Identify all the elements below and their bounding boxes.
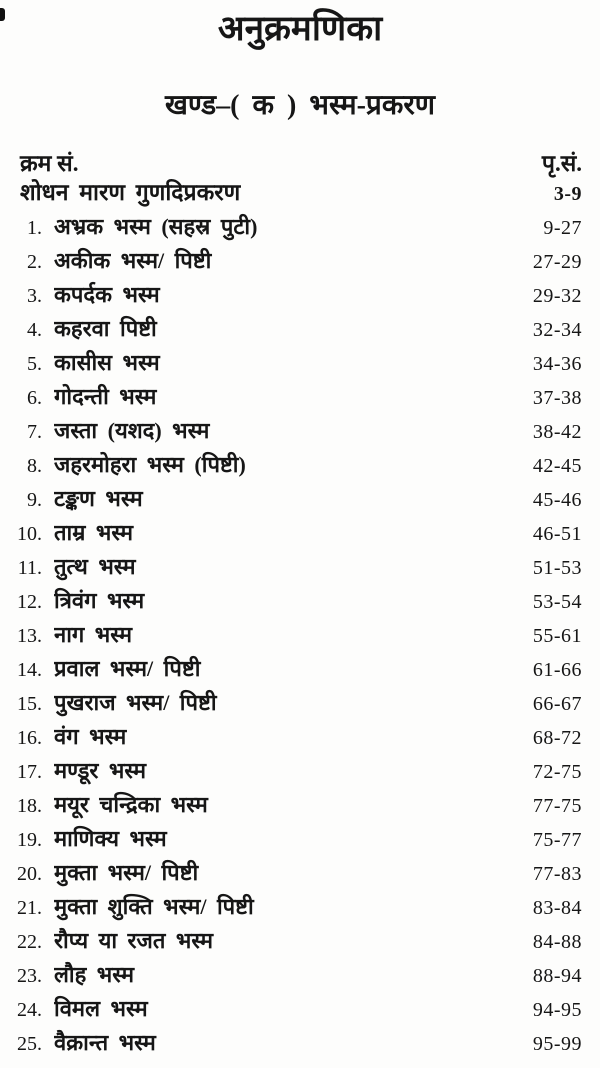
toc-entry-row bbox=[0, 210, 600, 244]
entry-label: जहरमोहरा भस्म (पिष्टी) bbox=[54, 452, 246, 477]
toc-entry-row bbox=[0, 482, 600, 516]
entry-pages: 68-72 bbox=[532, 727, 582, 749]
toc-entry-row bbox=[0, 414, 600, 448]
section-heading: खण्ड–( क ) भस्म-प्रकरण bbox=[164, 90, 436, 121]
entry-label: नाग भस्म bbox=[54, 622, 132, 647]
entry-number: 11. bbox=[17, 557, 42, 579]
entry-number: 8. bbox=[27, 455, 42, 477]
entry-label: कपर्दक भस्म bbox=[54, 282, 160, 307]
entry-label: त्रिवंग भस्म bbox=[54, 588, 145, 613]
entry-number: 22. bbox=[17, 931, 42, 953]
toc-entry-row bbox=[0, 856, 600, 890]
entry-pages: 9-27 bbox=[543, 217, 582, 239]
entry-label: मयूर चन्द्रिका भस्म bbox=[54, 792, 208, 817]
entry-number: 10. bbox=[17, 523, 42, 545]
entry-pages: 77-75 bbox=[532, 795, 582, 817]
table-header-row bbox=[0, 146, 600, 176]
toc-entry-row bbox=[0, 278, 600, 312]
toc-entry-row bbox=[0, 448, 600, 482]
entry-label: वंग भस्म bbox=[54, 724, 127, 749]
toc-entry-row bbox=[0, 924, 600, 958]
toc-entry-row bbox=[0, 822, 600, 856]
entry-pages: 27-29 bbox=[532, 251, 582, 273]
entry-pages: 29-32 bbox=[532, 285, 582, 307]
toc-intro-row bbox=[0, 176, 600, 210]
entry-label: टङ्कण भस्म bbox=[54, 486, 143, 511]
toc-entry-row bbox=[0, 992, 600, 1026]
entry-pages: 32-34 bbox=[532, 319, 582, 341]
entry-pages: 75-77 bbox=[532, 829, 582, 851]
entry-number: 23. bbox=[17, 965, 42, 987]
entry-pages: 72-75 bbox=[532, 761, 582, 783]
intro-row-label: शोधन मारण गुणदिप्रकरण bbox=[20, 180, 241, 205]
entry-pages: 46-51 bbox=[532, 523, 582, 545]
toc-entry-row bbox=[0, 584, 600, 618]
entry-pages: 38-42 bbox=[532, 421, 582, 443]
entry-number: 19. bbox=[17, 829, 42, 851]
toc-entry-row bbox=[0, 1026, 600, 1060]
entry-pages: 94-95 bbox=[532, 999, 582, 1021]
entries-list bbox=[0, 210, 600, 1060]
entry-label: ताम्र भस्म bbox=[54, 520, 134, 545]
entry-number: 3. bbox=[27, 285, 42, 307]
entry-number: 15. bbox=[17, 693, 42, 715]
entry-pages: 84-88 bbox=[532, 931, 582, 953]
toc-entry-row bbox=[0, 890, 600, 924]
entry-pages: 61-66 bbox=[532, 659, 582, 681]
entry-pages: 88-94 bbox=[532, 965, 582, 987]
entry-pages: 77-83 bbox=[532, 863, 582, 885]
toc-entry-row bbox=[0, 244, 600, 278]
entry-label: पुखराज भस्म/ पिष्टी bbox=[54, 690, 217, 715]
toc-entry-row bbox=[0, 720, 600, 754]
entry-pages: 66-67 bbox=[532, 693, 582, 715]
entry-number: 12. bbox=[17, 591, 42, 613]
entry-number: 4. bbox=[27, 319, 42, 341]
entry-number: 25. bbox=[17, 1033, 42, 1055]
entry-label: जस्ता (यशद) भस्म bbox=[54, 418, 210, 443]
entry-pages: 95-99 bbox=[532, 1033, 582, 1055]
toc-entry-row bbox=[0, 788, 600, 822]
entry-pages: 51-53 bbox=[532, 557, 582, 579]
entry-label: तुत्थ भस्म bbox=[54, 554, 136, 579]
entry-number: 18. bbox=[17, 795, 42, 817]
scan-artifact bbox=[0, 8, 5, 21]
entry-label: अकीक भस्म/ पिष्टी bbox=[54, 248, 212, 273]
entry-pages: 45-46 bbox=[532, 489, 582, 511]
entry-pages: 37-38 bbox=[532, 387, 582, 409]
toc-entry-row bbox=[0, 312, 600, 346]
toc-entry-row bbox=[0, 346, 600, 380]
toc-entry-row bbox=[0, 516, 600, 550]
entry-number: 5. bbox=[27, 353, 42, 375]
column-header-page: पृ.सं. bbox=[541, 151, 582, 176]
entry-label: मण्डूर भस्म bbox=[54, 758, 147, 783]
entry-number: 13. bbox=[17, 625, 42, 647]
toc-entry-row bbox=[0, 380, 600, 414]
toc-entry-row bbox=[0, 652, 600, 686]
entry-number: 1. bbox=[27, 217, 42, 239]
entry-pages: 34-36 bbox=[532, 353, 582, 375]
entry-number: 2. bbox=[27, 251, 42, 273]
toc-entry-row bbox=[0, 754, 600, 788]
toc-entry-row bbox=[0, 618, 600, 652]
entry-number: 16. bbox=[17, 727, 42, 749]
entry-label: कहरवा पिष्टी bbox=[54, 316, 157, 341]
entry-label: प्रवाल भस्म/ पिष्टी bbox=[54, 656, 201, 681]
entry-label: अभ्रक भस्म (सहस्र पुटी) bbox=[54, 214, 258, 239]
entry-number: 20. bbox=[17, 863, 42, 885]
entry-label: मुक्ता शुक्ति भस्म/ पिष्टी bbox=[54, 894, 254, 919]
entry-number: 9. bbox=[27, 489, 42, 511]
entry-number: 24. bbox=[17, 999, 42, 1021]
column-header-serial: क्रम सं. bbox=[20, 151, 79, 176]
entry-label: मुक्ता भस्म/ पिष्टी bbox=[54, 860, 199, 885]
entry-label: वैक्रान्त भस्म bbox=[54, 1030, 156, 1055]
entry-number: 6. bbox=[27, 387, 42, 409]
intro-row-pages: 3-9 bbox=[553, 183, 582, 205]
entry-pages: 83-84 bbox=[532, 897, 582, 919]
entry-label: गोदन्ती भस्म bbox=[54, 384, 157, 409]
entry-number: 14. bbox=[17, 659, 42, 681]
toc-entry-row bbox=[0, 550, 600, 584]
entry-pages: 42-45 bbox=[532, 455, 582, 477]
entry-label: रौप्य या रजत भस्म bbox=[54, 928, 214, 953]
entry-number: 7. bbox=[27, 421, 42, 443]
entry-label: विमल भस्म bbox=[54, 996, 148, 1021]
entry-pages: 55-61 bbox=[532, 625, 582, 647]
entry-number: 17. bbox=[17, 761, 42, 783]
toc-entry-row bbox=[0, 958, 600, 992]
entry-number: 21. bbox=[17, 897, 42, 919]
entry-label: कासीस भस्म bbox=[54, 350, 160, 375]
entry-pages: 53-54 bbox=[532, 591, 582, 613]
entry-label: लौह भस्म bbox=[54, 962, 134, 987]
entry-label: माणिक्य भस्म bbox=[54, 826, 167, 851]
page-title: अनुक्रमणिका bbox=[217, 9, 383, 48]
toc-entry-row bbox=[0, 686, 600, 720]
